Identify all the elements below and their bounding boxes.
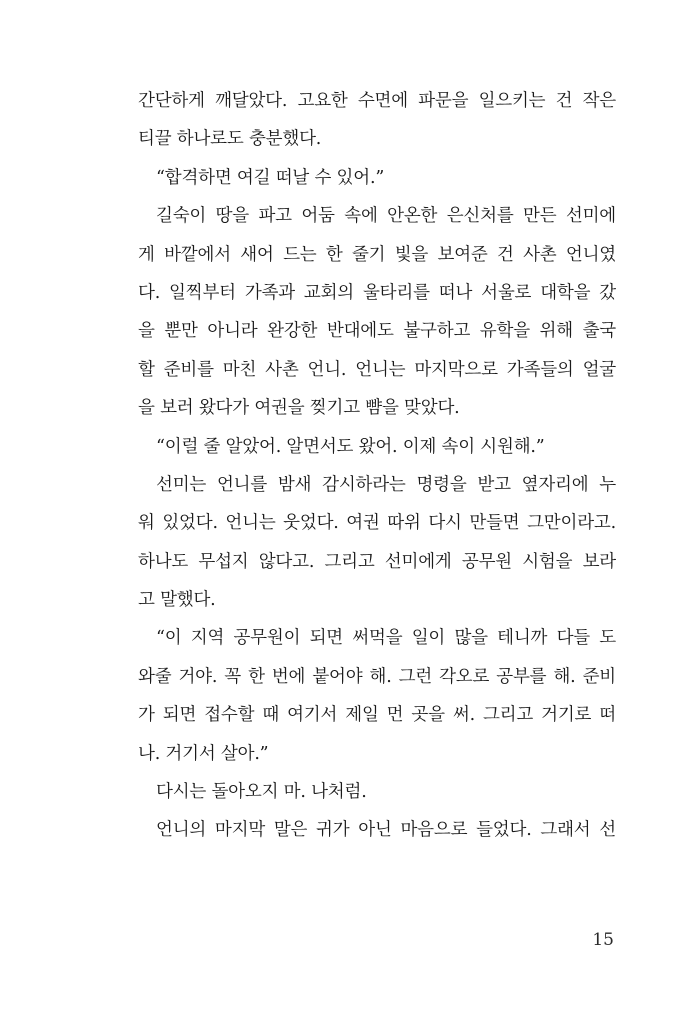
text-line: 할 준비를 마친 사촌 언니. 언니는 마지막으로 가족들의 얼굴: [138, 359, 616, 380]
text-line: 길숙이 땅을 파고 어둠 속에 안온한 은신처를 만든 선미에: [156, 206, 616, 227]
text-line: 하나도 무섭지 않다고. 그리고 선미에게 공무원 시험을 보라: [138, 551, 616, 572]
text-line: 간단하게 깨달았다. 고요한 수면에 파문을 일으키는 건 작은: [138, 91, 616, 111]
text-line: 고 말했다.: [138, 590, 216, 611]
text-line: 나. 거기서 살아.”: [138, 743, 269, 764]
text-line: 티끌 하나로도 충분했다.: [138, 129, 322, 150]
text-line: 선미는 언니를 밤새 감시하라는 명령을 받고 옆자리에 누: [156, 474, 616, 495]
text-line: 게 바깥에서 새어 드는 한 줄기 빛을 보여준 건 사촌 언니였: [138, 244, 616, 265]
text-line: 언니의 마지막 말은 귀가 아닌 마음으로 들었다. 그래서 선: [156, 820, 616, 841]
page-number: 15: [592, 930, 614, 950]
text-line: 워 있었다. 언니는 웃었다. 여권 따위 다시 만들면 그만이라고.: [138, 513, 616, 534]
text-line: 을 보러 왔다가 여권을 찢기고 뺨을 맞았다.: [138, 398, 460, 419]
text-line: “합격하면 여길 떠날 수 있어.”: [156, 167, 385, 188]
text-line: “이럴 줄 알았어. 알면서도 왔어. 이제 속이 시원해.”: [156, 436, 545, 457]
text-line: “이 지역 공무원이 되면 써먹을 일이 많을 테니까 다들 도: [156, 628, 616, 649]
text-line: 가 되면 접수할 때 여기서 제일 먼 곳을 써. 그리고 거기로 떠: [138, 705, 616, 726]
text-line: 다. 일찍부터 가족과 교회의 울타리를 떠나 서울로 대학을 갔: [138, 282, 616, 303]
text-line: 을 뿐만 아니라 완강한 반대에도 불구하고 유학을 위해 출국: [138, 321, 616, 342]
body-text: [138, 82, 616, 850]
text-line: 다시는 돌아오지 마. 나처럼.: [156, 782, 367, 803]
text-line: 와줄 거야. 꼭 한 번에 붙어야 해. 그런 각오로 공부를 해. 준비: [138, 666, 616, 687]
